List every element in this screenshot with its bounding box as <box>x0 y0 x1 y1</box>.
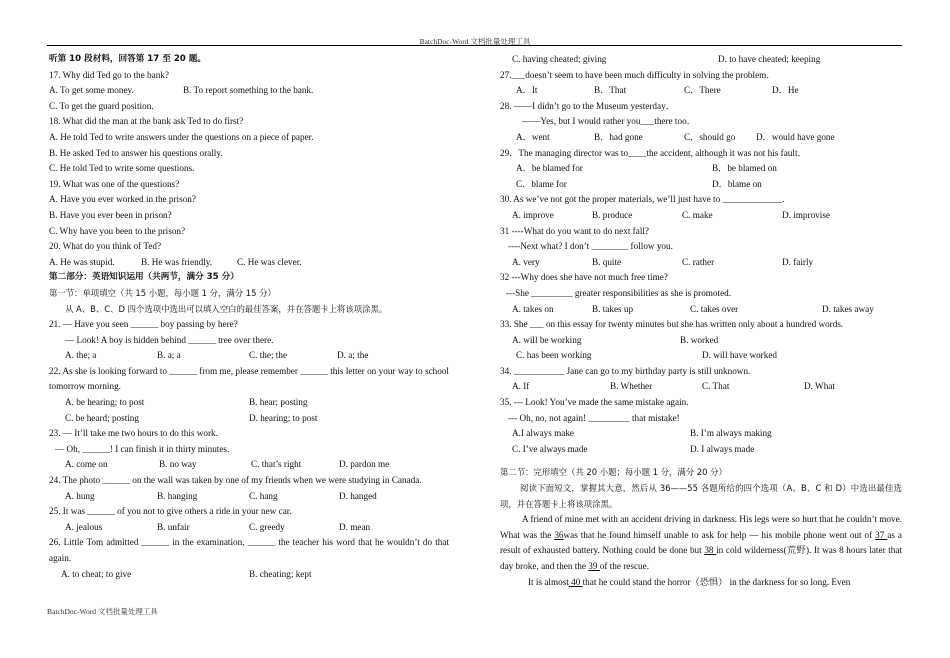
question-17-options <box>49 83 449 99</box>
option-b: B．That <box>594 85 627 96</box>
option-a: A. the; a <box>65 350 97 361</box>
option-c: C. the; the <box>249 350 288 361</box>
question-35-options-2 <box>500 442 902 458</box>
option-d: D. fairly <box>782 256 814 267</box>
option-b: B. hear; posting <box>249 397 308 408</box>
question-20-options <box>49 255 449 271</box>
question-23-options <box>49 457 449 473</box>
option-d: D．blame on <box>712 178 762 189</box>
option-a: A. very <box>512 256 540 267</box>
question-27-options <box>500 83 902 99</box>
listening-intro: 听第 10 段材料，回答第 17 至 20 题。 <box>49 54 206 64</box>
question-26-options-2 <box>500 52 902 68</box>
option-d: D. hearing; to post <box>249 412 318 423</box>
option-b: B. takes up <box>592 303 634 314</box>
option-d: D．He <box>772 85 799 96</box>
question-22: 22. As she is looking forward to ______ from me, please remember ______ this letter on your way to school tomorrow morning. <box>49 365 449 392</box>
question-21-options <box>49 348 449 364</box>
option-b: B. He asked Ted to answer his questions orally. <box>49 147 223 158</box>
option-c: C. takes over <box>690 303 739 314</box>
question-28-options <box>500 130 902 146</box>
option-c: C. that’s right <box>251 459 302 470</box>
question-25-options <box>49 520 449 536</box>
option-a: A. Have you ever worked in the prison? <box>49 194 196 205</box>
option-a: A. come on <box>65 459 108 470</box>
option-c: C. make <box>682 209 713 220</box>
question-32-options <box>500 302 902 318</box>
blank-39: 39 <box>588 561 600 571</box>
option-d: D. will have worked <box>702 350 778 361</box>
option-a: A. takes on <box>512 303 554 314</box>
option-a: A. improve <box>512 209 554 220</box>
question-35-line-2: --- Oh, no, not again! _________ that mistake! <box>508 412 680 423</box>
option-b: B．had gone <box>594 131 643 142</box>
option-d: D. a; the <box>337 350 369 361</box>
question-23-line-2: — Oh, ______! I can finish it in thirty minutes. <box>55 443 230 454</box>
option-b: B. Whether <box>610 381 653 392</box>
option-c: C. I’ve always made <box>512 443 588 454</box>
option-c: C．There <box>684 85 721 96</box>
option-a: A.I always make <box>512 428 574 439</box>
option-b: B. quite <box>592 256 622 267</box>
question-34-options <box>500 379 902 395</box>
page-header: BatchDoc-Word 文档批量处理工具 <box>419 37 531 46</box>
section-1-instructions: 从 A、B、C、D 四个选项中选出可以填入空白的最佳答案，并在答题卡上将该项涂黑。 <box>65 303 388 314</box>
option-d: D. hanged <box>339 490 377 501</box>
option-d: D．would have gone <box>756 131 835 142</box>
option-c: C. He told Ted to write some questions. <box>49 163 195 174</box>
option-c: C. hang <box>249 490 278 501</box>
cloze-paragraph-2 <box>500 575 902 591</box>
option-d: D. mean <box>339 521 371 532</box>
question-30: 30. As we’ve not got the proper materials, we’ll just have to _____________. <box>500 194 785 205</box>
question-21-line-2: — Look! A boy is hidden behind ______ tree over there. <box>65 334 274 345</box>
option-a: A. to cheat; to give <box>61 568 132 579</box>
question-22-options-2 <box>49 411 449 427</box>
blank-36: 36 <box>554 529 564 540</box>
option-b: B．be blamed on <box>712 163 777 174</box>
option-a: A．be blamed for <box>516 163 583 174</box>
blank-40: 40 <box>568 576 583 587</box>
question-29-options-2 <box>500 177 902 193</box>
option-b: B. unfair <box>157 521 190 532</box>
option-b: B. a; a <box>157 350 181 361</box>
question-25: 25. It was ______ of you not to give others a ride in your new car. <box>49 506 292 517</box>
text: It is almost <box>528 576 569 587</box>
option-a: A．went <box>516 131 550 142</box>
question-35: 35. --- Look! You’ve made the same mistake again. <box>500 397 689 408</box>
question-31-line-2: ----Next what? I don’t ________ follow you. <box>508 241 673 252</box>
blank-37: 37 <box>875 529 888 540</box>
option-b: B. worked <box>680 334 719 345</box>
option-c: C．should go <box>684 131 736 142</box>
question-32-line-2: ---She _________ greater responsibilities as she is promoted. <box>506 287 732 298</box>
option-c: C. rather <box>682 256 715 267</box>
option-a: A. jealous <box>65 521 103 532</box>
option-c: C. He was clever. <box>237 256 302 267</box>
page-footer: BatchDoc-Word 文档批量处理工具 <box>47 607 158 616</box>
text: as a result of exhausted battery. Nothing could be done but <box>500 529 903 556</box>
question-29-options-1 <box>500 161 902 177</box>
option-b: B. hanging <box>157 490 198 501</box>
option-a: A. hung <box>65 490 95 501</box>
option-d: D. pardon me <box>339 459 390 470</box>
question-24: 24. The photo ______ on the wall was taken by one of my friends when we were studying in Canada. <box>49 475 422 486</box>
option-d: D. to have cheated; keeping <box>718 54 821 64</box>
text: in cold wilderness(荒野). It was 8 hours later that day broke, and then the <box>500 545 903 571</box>
question-17: 17. Why did Ted go to the bank? <box>49 69 169 80</box>
option-b: B. He was friendly. <box>141 256 213 267</box>
section-2-heading: 第二节：完形填空（共 20 小题；每小题 1 分，满分 20 分） <box>500 467 727 478</box>
question-28: 28. ——I didn’t go to the Museum yesterday． <box>500 100 675 111</box>
option-c: C. To get the guard position. <box>49 100 154 111</box>
option-b: B. I’m always making <box>690 428 772 439</box>
option-b: B. no way <box>159 459 197 470</box>
section-1-heading: 第一节：单项填空（共 15 小题，每小题 1 分，满分 15 分） <box>49 287 276 298</box>
option-a: A. He was stupid. <box>49 256 115 267</box>
blank-38: 38 <box>704 545 717 556</box>
question-23: 23. — It’ll take me two hours to do this work. <box>49 428 218 439</box>
option-c: C. has been working <box>516 350 592 361</box>
text: was that he found himself unable to ask for help — his mobile phone went out of <box>563 529 876 540</box>
text: that he could stand the horror（恐惧） in the darkness for so long. Even <box>582 576 851 587</box>
right-column <box>500 52 902 590</box>
question-20: 20. What do you think of Ted? <box>49 241 162 252</box>
question-30-options <box>500 208 902 224</box>
cloze-paragraph-1 <box>500 512 902 574</box>
option-a: A. If <box>512 381 530 392</box>
option-b: B. cheating; kept <box>249 568 312 579</box>
question-34: 34. ___________ Jane can go to my birthday party is still unknown. <box>500 365 751 376</box>
header-rule <box>47 45 902 46</box>
option-c: C. be heard; posting <box>65 412 139 423</box>
question-28-line-2: ——Yes, but I would rather you___there too． <box>522 116 696 127</box>
option-d: D. improvise <box>782 209 830 220</box>
question-26: 26. Little Tom admitted ______ in the examination, ______ the teacher his word that he wouldn’t do that again. <box>49 537 449 563</box>
text: A friend of mine met with an accident driving in darkness. His legs were so hurt that he couldn’t move. What was the <box>500 514 902 540</box>
question-35-options-1 <box>500 426 902 442</box>
question-33-options-1 <box>500 333 902 349</box>
question-18: 18. What did the man at the bank ask Ted to do first? <box>49 116 244 127</box>
option-c: C. That <box>702 381 730 392</box>
option-a: A. To get some money. <box>49 85 134 96</box>
option-c: C. greedy <box>249 521 285 532</box>
option-b: B. produce <box>592 209 633 220</box>
question-26-options-1 <box>49 567 449 583</box>
question-19: 19. What was one of the questions? <box>49 178 180 189</box>
text: of the rescue. <box>599 561 649 571</box>
question-24-options <box>49 489 449 505</box>
option-d: D. takes away <box>822 303 874 314</box>
question-33-options-2 <box>500 348 902 364</box>
option-a: A．It <box>516 85 538 96</box>
option-a: A. will be working <box>512 334 582 345</box>
question-21: 21. — Have you seen ______ boy passing by here? <box>49 319 238 330</box>
part-2-heading: 第二部分：英语知识运用（共两节，满分 35 分） <box>49 272 239 283</box>
section-2-instructions: 阅读下面短文，掌握其大意，然后从 36——55 各题所给的四个选项（A、B、C 和 D）中选出最佳选项，并在答题卡上将该项涂黑。 <box>500 483 902 509</box>
option-c: C. Why have you been to the prison? <box>49 225 186 236</box>
question-31-options <box>500 255 902 271</box>
question-29: 29．The managing director was to____the accident, although it was not his fault． <box>500 147 807 158</box>
question-22-options-1 <box>49 395 449 411</box>
option-c: C. having cheated; giving <box>512 54 607 64</box>
question-31: 31 ----What do you want to do next fall? <box>500 225 649 236</box>
option-d: D. What <box>804 381 835 392</box>
option-c: C．blame for <box>516 178 567 189</box>
option-a: A. He told Ted to write answers under the questions on a piece of paper. <box>49 131 314 142</box>
question-32: 32 ---Why does she have not much free time? <box>500 272 668 283</box>
option-d: D. I always made <box>690 443 755 454</box>
question-27: 27.___doesn’t seem to have been much difficulty in solving the problem． <box>500 69 776 80</box>
left-column <box>49 52 449 582</box>
question-33: 33. She ___ on this essay for twenty minutes but she has written only about a hundred words. <box>500 319 844 330</box>
option-a: A. be hearing; to post <box>65 397 145 408</box>
option-b: B. Have you ever been in prison? <box>49 209 172 220</box>
spacer <box>500 457 902 465</box>
option-b: B. To report something to the bank. <box>183 85 314 96</box>
